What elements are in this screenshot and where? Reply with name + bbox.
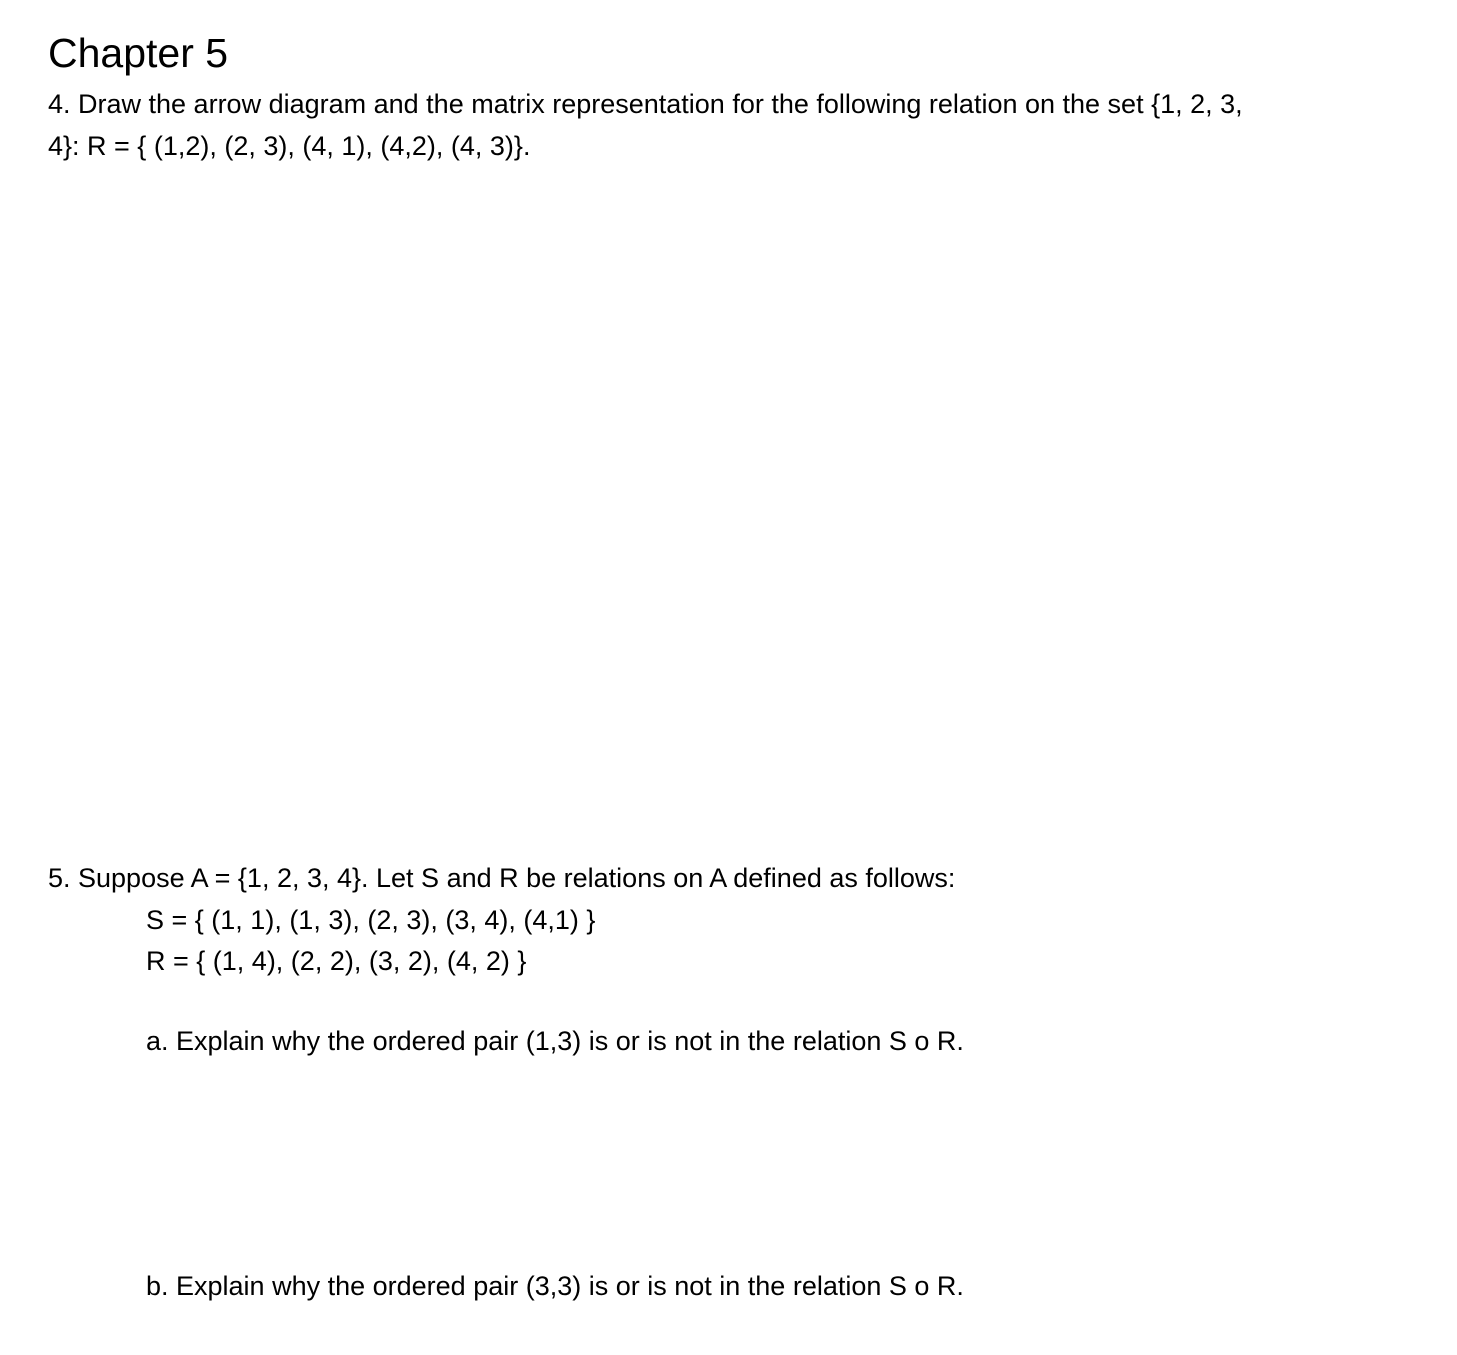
question-4-line-1: 4. Draw the arrow diagram and the matrix representation for the following relation on the set {1, 2, 3, — [48, 89, 1243, 119]
question-5-intro: 5. Suppose A = {1, 2, 3, 4}. Let S and R be relations on A defined as follows: — [48, 863, 956, 893]
question-5-part-b: b. Explain why the ordered pair (3,3) is or is not in the relation S o R. — [146, 1271, 964, 1301]
chapter-title: Chapter 5 — [48, 30, 229, 76]
question-5-part-a: a. Explain why the ordered pair (1,3) is or is not in the relation S o R. — [146, 1026, 964, 1056]
question-4-line-2: 4}: R = { (1,2), (2, 3), (4, 1), (4,2), (4, 3)}. — [48, 131, 531, 161]
relation-s-definition: S = { (1, 1), (1, 3), (2, 3), (3, 4), (4,1) } — [146, 905, 596, 935]
relation-r-definition: R = { (1, 4), (2, 2), (3, 2), (4, 2) } — [146, 946, 527, 976]
